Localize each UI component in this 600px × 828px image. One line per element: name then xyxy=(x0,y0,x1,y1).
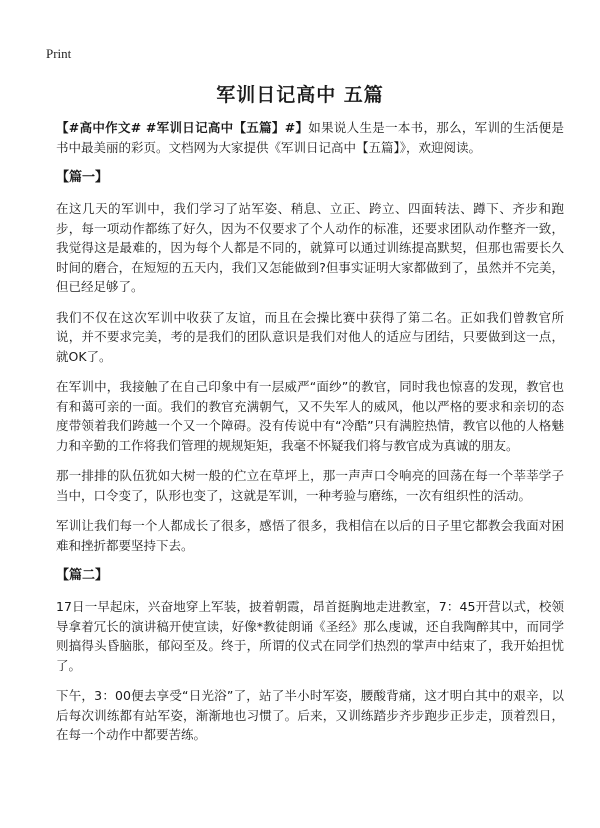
paragraph: 17日一早起床，兴奋地穿上军装，披着朝霞，昂首挺胸地走进教室，7：45开营以式，校领导拿着冗长的演讲稿开使宣读，好像*教徒朗诵《圣经》那么虔诚，还自我陶醉其中，而同学则搞得头昏脑胀，郁闷至及。终于，所谓的仪式在同学们热烈的掌声中结束了，我开始担忧了。 xyxy=(56,599,564,673)
paragraph: 我们不仅在这次军训中收获了友谊，而且在会操比赛中获得了第二名。正如我们曾教官所说，并不要求完美，考的是我们的团队意识是我们对他人的适应与团结，只要做到这一点，就OK了。 xyxy=(56,309,564,364)
intro-lead: 【#高中作文# #军训日记高中【五篇】#】 xyxy=(56,120,309,135)
paragraph: 在这几天的军训中，我们学习了站军姿、稍息、立正、跨立、四面转法、蹲下、齐步和跑步，每一项动作都练了好久，因为不仅要求了个人动作的标准，还要求团队动作整齐一致，我觉得这是最难的，因为每个人都是不同的，就算可以通过训练提高默契，但那也需要长久时间的磨合，在短短的五天内，我们又怎能做到?但事实证明大家都做到了，虽然并不完美，但已经足够了。 xyxy=(56,201,564,294)
paragraph: 下午，3：00便去享受“日光浴”了，站了半小时军姿，腰酸背痛，这才明白其中的艰辛，以后每次训练都有站军姿，渐渐地也习惯了。后来，又训练踏步齐步跑步正步走，顶着烈日，在每一个动作中都要苦练。 xyxy=(56,688,564,742)
paragraph: 军训让我们每一个人都成长了很多，感悟了很多，我相信在以后的日子里它都教会我面对困难和挫折都要坚持下去。 xyxy=(56,518,564,553)
document-title: 军训日记高中 五篇 xyxy=(216,84,384,106)
document-body xyxy=(56,118,564,756)
intro-text: 如果说人生是一本书，那么，军训的生活便是书中最美丽的彩页。文档网为大家提供《军训日记高中【五篇】》，欢迎阅读。 xyxy=(56,120,564,155)
paragraph: 那一排排的队伍犹如大树一般的伫立在草坪上，那一声声口令响亮的回荡在每一个莘莘学子当中，口令变了，队形也变了，这就是军训，一种考验与磨练，一次有组织性的活动。 xyxy=(56,468,564,503)
intro-paragraph xyxy=(56,118,564,157)
section-heading: 【篇一】 xyxy=(56,170,109,185)
section-heading: 【篇二】 xyxy=(56,568,109,583)
print-label: Print xyxy=(46,46,72,61)
paragraph: 在军训中，我接触了在自己印象中有一层威严“面纱”的教官，同时我也惊喜的发现，教官也有和蔼可亲的一面。我们的教官充满朝气，又不失军人的威风，他以严格的要求和亲切的态度带领着我们跨越一个又一个障碍。没有传说中有“冷酷”只有满腔热情，教官以他的人格魅力和辛勤的工作将我们管理的规规矩矩，我毫不怀疑我们将与教官成为真诚的朋友。 xyxy=(56,379,564,453)
